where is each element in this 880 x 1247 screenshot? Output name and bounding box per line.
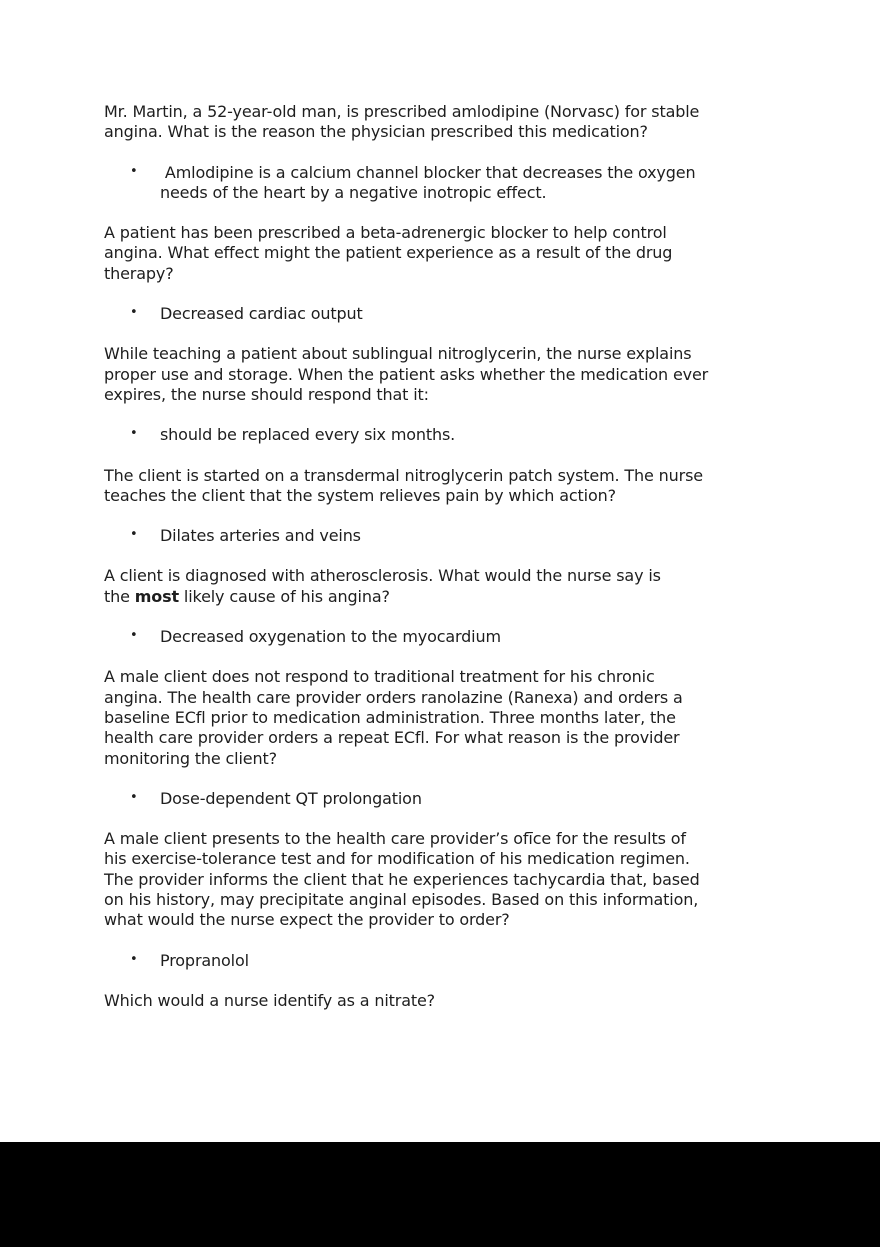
answer-line: Dose-dependent QT prolongation (160, 788, 422, 808)
question-text: A male client does not respond to traditional treatment for his chronic (104, 667, 655, 687)
question-text: health care provider orders a repeat ECfl. For what reason is the provider (104, 728, 680, 748)
answer-item (104, 627, 776, 647)
question-line (104, 870, 776, 890)
question-text: the (104, 586, 135, 606)
question-line (104, 344, 776, 364)
question-line (104, 587, 776, 607)
question-text: Mr. Martin, a 52-year-old man, is prescribed amlodipine (Norvasc) for stable (104, 102, 700, 121)
bullet-icon: • (130, 527, 138, 543)
question-line (104, 829, 776, 849)
question-text: A client is diagnosed with atherosclerosis. What would the nurse say is (104, 566, 661, 586)
bullet-icon: • (130, 426, 138, 442)
question-text: A patient has been prescribed a beta-adrenergic blocker to help control (104, 223, 667, 243)
question-line (104, 890, 776, 910)
question-line (104, 910, 776, 930)
question-line (104, 667, 776, 687)
question-line (104, 264, 776, 284)
question-paragraph (104, 223, 776, 284)
question-text: baseline ECfl prior to medication administration. Three months later, the (104, 707, 676, 727)
question-text: likely cause of his angina? (179, 586, 390, 606)
answer-text (160, 425, 776, 445)
question-text-bold: most (134, 586, 179, 606)
closing-question-paragraph (104, 991, 776, 1011)
question-text: The provider informs the client that he experiences tachycardia that, based (104, 869, 700, 889)
answer-text (160, 526, 776, 546)
question-text: angina. What is the reason the physician prescribed this medication? (104, 122, 648, 142)
question-text: A male client presents to the health care provider’s ofīce for the results of (104, 829, 686, 849)
answer-line: Amlodipine is a calcium channel blocker that decreases the oxygen (160, 162, 696, 182)
answer-item (104, 163, 776, 204)
question-text: on his history, may precipitate anginal episodes. Based on this information, (104, 890, 699, 910)
question-text: angina. The health care provider orders ranolazine (Ranexa) and orders a (104, 687, 683, 707)
question-text: expires, the nurse should respond that it: (104, 384, 429, 404)
question-line (104, 486, 776, 506)
question-paragraph (104, 667, 776, 768)
question-line (104, 708, 776, 728)
bottom-letterbox-bar (0, 1142, 880, 1247)
answer-item (104, 425, 776, 445)
document-content (104, 102, 776, 1031)
question-line (104, 688, 776, 708)
question-paragraph (104, 566, 776, 607)
question-line (104, 385, 776, 405)
bullet-icon: • (130, 628, 138, 644)
question-line (104, 991, 776, 1011)
bullet-icon: • (130, 305, 138, 321)
answer-line: should be replaced every six months. (160, 425, 456, 445)
question-paragraph (104, 344, 776, 405)
question-line (104, 849, 776, 869)
question-text: While teaching a patient about sublingual nitroglycerin, the nurse explains (104, 344, 692, 364)
question-paragraph (104, 466, 776, 507)
question-line (104, 243, 776, 263)
answer-text (160, 304, 776, 324)
question-line (104, 102, 776, 122)
answer-line: Propranolol (160, 950, 249, 970)
answer-item (104, 304, 776, 324)
question-line (104, 566, 776, 586)
bullet-icon: • (130, 951, 138, 967)
question-text: Which would a nurse identify as a nitrate? (104, 990, 436, 1010)
answer-text (160, 789, 776, 809)
question-text: monitoring the client? (104, 748, 277, 768)
question-line (104, 749, 776, 769)
question-paragraph (104, 102, 776, 143)
question-line (104, 122, 776, 142)
answer-line: Decreased oxygenation to the myocardium (160, 627, 501, 647)
question-line (104, 728, 776, 748)
answer-text (160, 163, 776, 204)
bullet-icon: • (130, 163, 138, 179)
answer-item (104, 951, 776, 971)
question-text: what would the nurse expect the provider to order? (104, 910, 510, 930)
answer-line: Decreased cardiac output (160, 304, 363, 324)
question-line (104, 365, 776, 385)
answer-line: Dilates arteries and veins (160, 526, 361, 546)
bullet-icon: • (130, 789, 138, 805)
question-line (104, 466, 776, 486)
question-text: teaches the client that the system relieves pain by which action? (104, 485, 616, 505)
question-text: therapy? (104, 263, 174, 283)
question-line (104, 223, 776, 243)
answer-item (104, 789, 776, 809)
answer-item (104, 526, 776, 546)
answer-text (160, 951, 776, 971)
question-text: his exercise-tolerance test and for modification of his medication regimen. (104, 849, 690, 869)
question-paragraph (104, 829, 776, 930)
answer-line: needs of the heart by a negative inotropic effect. (160, 182, 547, 202)
answer-text (160, 627, 776, 647)
question-text: The client is started on a transdermal nitroglycerin patch system. The nurse (104, 465, 703, 485)
question-text: proper use and storage. When the patient asks whether the medication ever (104, 364, 709, 384)
question-text: angina. What effect might the patient experience as a result of the drug (104, 243, 673, 263)
